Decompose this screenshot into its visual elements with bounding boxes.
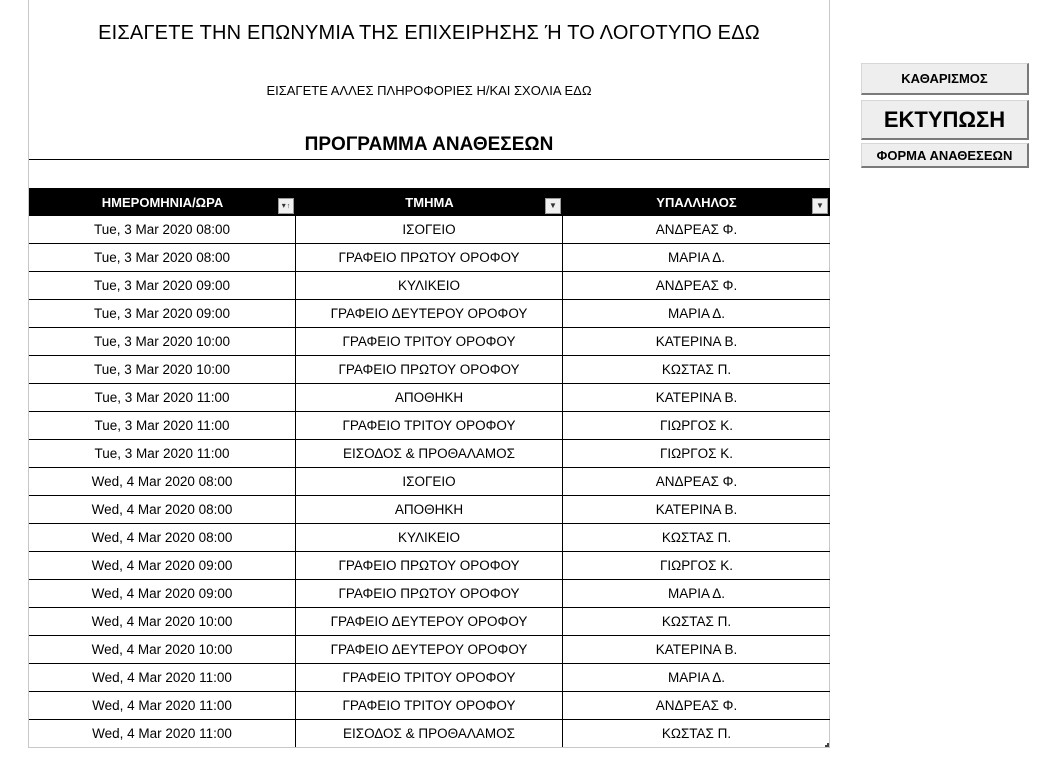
assignments-table <box>29 188 830 748</box>
assignment-form-button[interactable]: ΦΟΡΜΑ ΑΝΑΘΕΣΕΩΝ <box>861 143 1029 168</box>
filter-dropdown-icon[interactable]: ▼ <box>812 198 828 214</box>
cell-employee[interactable]: ΓΙΩΡΓΟΣ Κ. <box>659 418 734 433</box>
cell-employee[interactable]: ΚΑΤΕΡΙΝΑ Β. <box>655 334 738 349</box>
cell-employee[interactable]: ΜΑΡΙΑ Δ. <box>667 670 726 685</box>
cell-date-time[interactable]: Tue, 3 Mar 2020 10:00 <box>29 356 296 383</box>
extra-info-text[interactable]: ΕΙΣΑΓΕΤΕ ΑΛΛΕΣ ΠΛΗΡΟΦΟΡΙΕΣ Η/ΚΑΙ ΣΧΟΛΙΑ ΕΔΩ <box>266 83 592 98</box>
table-row <box>29 496 830 524</box>
cell-date-time[interactable]: Tue, 3 Mar 2020 08:00 <box>29 216 296 243</box>
cell-date-time[interactable]: Tue, 3 Mar 2020 08:00 <box>29 244 296 271</box>
cell-date-time[interactable]: Wed, 4 Mar 2020 08:00 <box>29 496 296 523</box>
table-header-row <box>29 188 830 216</box>
cell-employee[interactable]: ΑΝΔΡΕΑΣ Φ. <box>655 474 738 489</box>
table-row <box>29 244 830 272</box>
table-row <box>29 692 830 720</box>
cell-department[interactable]: ΙΣΟΓΕΙΟ <box>296 468 563 495</box>
table-row <box>29 468 830 496</box>
cell-date-time[interactable]: Tue, 3 Mar 2020 09:00 <box>29 272 296 299</box>
filter-dropdown-icon[interactable]: ▼ <box>545 198 561 214</box>
cell-department[interactable]: ΓΡΑΦΕΙΟ ΤΡΙΤΟΥ ΟΡΟΦΟΥ <box>296 692 563 719</box>
cell-department[interactable]: ΑΠΟΘΗΚΗ <box>296 496 563 523</box>
cell-date-time[interactable]: Wed, 4 Mar 2020 10:00 <box>29 636 296 663</box>
column-header-department <box>296 188 563 216</box>
cell-employee[interactable]: ΚΑΤΕΡΙΝΑ Β. <box>655 642 738 657</box>
cell-department[interactable]: ΑΠΟΘΗΚΗ <box>296 384 563 411</box>
cell-employee[interactable]: ΚΩΣΤΑΣ Π. <box>661 362 732 377</box>
cell-employee[interactable]: ΑΝΔΡΕΑΣ Φ. <box>655 278 738 293</box>
cell-employee[interactable]: ΜΑΡΙΑ Δ. <box>667 586 726 601</box>
cell-department[interactable]: ΕΙΣΟΔΟΣ & ΠΡΟΘΑΛΑΜΟΣ <box>296 720 563 747</box>
cell-employee[interactable]: ΚΩΣΤΑΣ Π. <box>661 614 732 629</box>
cell-employee[interactable]: ΓΙΩΡΓΟΣ Κ. <box>659 558 734 573</box>
cell-date-time[interactable]: Wed, 4 Mar 2020 09:00 <box>29 552 296 579</box>
cell-department[interactable]: ΕΙΣΟΔΟΣ & ΠΡΟΘΑΛΑΜΟΣ <box>296 440 563 467</box>
cell-employee[interactable]: ΚΑΤΕΡΙΝΑ Β. <box>655 502 738 517</box>
table-row <box>29 552 830 580</box>
cell-department[interactable]: ΓΡΑΦΕΙΟ ΤΡΙΤΟΥ ΟΡΟΦΟΥ <box>296 412 563 439</box>
cell-employee[interactable]: ΑΝΔΡΕΑΣ Φ. <box>655 698 738 713</box>
table-row <box>29 300 830 328</box>
cell-department[interactable]: ΓΡΑΦΕΙΟ ΤΡΙΤΟΥ ΟΡΟΦΟΥ <box>296 664 563 691</box>
table-row <box>29 720 830 748</box>
cell-date-time[interactable]: Tue, 3 Mar 2020 11:00 <box>29 440 296 467</box>
cell-department[interactable]: ΓΡΑΦΕΙΟ ΔΕΥΤΕΡΟΥ ΟΡΟΦΟΥ <box>296 608 563 635</box>
cell-department[interactable]: ΓΡΑΦΕΙΟ ΤΡΙΤΟΥ ΟΡΟΦΟΥ <box>296 328 563 355</box>
cell-employee[interactable]: ΜΑΡΙΑ Δ. <box>667 250 726 265</box>
table-row <box>29 580 830 608</box>
table-row <box>29 384 830 412</box>
clear-button[interactable]: ΚΑΘΑΡΙΣΜΟΣ <box>861 63 1029 95</box>
table-row <box>29 272 830 300</box>
cell-department[interactable]: ΓΡΑΦΕΙΟ ΠΡΩΤΟΥ ΟΡΟΦΟΥ <box>296 244 563 271</box>
cell-date-time[interactable]: Tue, 3 Mar 2020 10:00 <box>29 328 296 355</box>
cell-employee[interactable]: ΚΑΤΕΡΙΝΑ Β. <box>655 390 738 405</box>
cell-employee[interactable]: ΚΩΣΤΑΣ Π. <box>661 530 732 545</box>
cell-department[interactable]: ΓΡΑΦΕΙΟ ΠΡΩΤΟΥ ΟΡΟΦΟΥ <box>296 356 563 383</box>
cell-employee[interactable]: ΚΩΣΤΑΣ Π. <box>661 726 732 741</box>
cell-department[interactable]: ΚΥΛΙΚΕΙΟ <box>296 272 563 299</box>
schedule-title: ΠΡΟΓΡΑΜΜΑ ΑΝΑΘΕΣΕΩΝ <box>304 134 554 155</box>
table-row <box>29 440 830 468</box>
print-button[interactable]: ΕΚΤΥΠΩΣΗ <box>861 100 1029 140</box>
cell-department[interactable]: ΓΡΑΦΕΙΟ ΔΕΥΤΕΡΟΥ ΟΡΟΦΟΥ <box>296 300 563 327</box>
cell-date-time[interactable]: Tue, 3 Mar 2020 11:00 <box>29 412 296 439</box>
cell-department[interactable]: ΓΡΑΦΕΙΟ ΔΕΥΤΕΡΟΥ ΟΡΟΦΟΥ <box>296 636 563 663</box>
cell-date-time[interactable]: Wed, 4 Mar 2020 08:00 <box>29 468 296 495</box>
cell-date-time[interactable]: Wed, 4 Mar 2020 10:00 <box>29 608 296 635</box>
cell-date-time[interactable]: Wed, 4 Mar 2020 11:00 <box>29 692 296 719</box>
cell-department[interactable]: ΓΡΑΦΕΙΟ ΠΡΩΤΟΥ ΟΡΟΦΟΥ <box>296 552 563 579</box>
cell-employee[interactable]: ΜΑΡΙΑ Δ. <box>667 306 726 321</box>
cell-date-time[interactable]: Wed, 4 Mar 2020 08:00 <box>29 524 296 551</box>
company-title[interactable]: ΕΙΣΑΓΕΤΕ ΤΗΝ ΕΠΩΝΥΜΙΑ ΤΗΣ ΕΠΙΧΕΙΡΗΣΗΣ Ή ΤΟ ΛΟΓΟΤΥΠΟ ΕΔΩ <box>98 22 760 44</box>
table-row <box>29 636 830 664</box>
title-divider <box>29 159 829 160</box>
table-row <box>29 608 830 636</box>
cell-employee[interactable]: ΓΙΩΡΓΟΣ Κ. <box>659 446 734 461</box>
column-header-date-time <box>29 188 296 216</box>
cell-employee[interactable]: ΑΝΔΡΕΑΣ Φ. <box>655 222 738 237</box>
worksheet-area <box>28 0 830 748</box>
cell-department[interactable]: ΓΡΑΦΕΙΟ ΠΡΩΤΟΥ ΟΡΟΦΟΥ <box>296 580 563 607</box>
cell-department[interactable]: ΚΥΛΙΚΕΙΟ <box>296 524 563 551</box>
column-header-employee <box>563 188 830 216</box>
table-row <box>29 356 830 384</box>
column-header-label: ΤΜΗΜΑ <box>405 194 454 210</box>
cell-date-time[interactable]: Wed, 4 Mar 2020 09:00 <box>29 580 296 607</box>
table-row <box>29 524 830 552</box>
table-row <box>29 328 830 356</box>
column-header-label: ΥΠΑΛΛΗΛΟΣ <box>656 194 737 210</box>
table-body <box>29 216 830 748</box>
resize-grip-icon[interactable] <box>825 743 829 747</box>
cell-date-time[interactable]: Tue, 3 Mar 2020 11:00 <box>29 384 296 411</box>
cell-date-time[interactable]: Wed, 4 Mar 2020 11:00 <box>29 720 296 747</box>
cell-date-time[interactable]: Tue, 3 Mar 2020 09:00 <box>29 300 296 327</box>
column-header-label: ΗΜΕΡΟΜΗΝΙΑ/ΩΡΑ <box>101 194 224 210</box>
table-row <box>29 412 830 440</box>
cell-department[interactable]: ΙΣΟΓΕΙΟ <box>296 216 563 243</box>
table-row <box>29 216 830 244</box>
sort-ascending-filter-icon[interactable]: ▾ ↑ <box>278 198 294 214</box>
cell-date-time[interactable]: Wed, 4 Mar 2020 11:00 <box>29 664 296 691</box>
table-row <box>29 664 830 692</box>
